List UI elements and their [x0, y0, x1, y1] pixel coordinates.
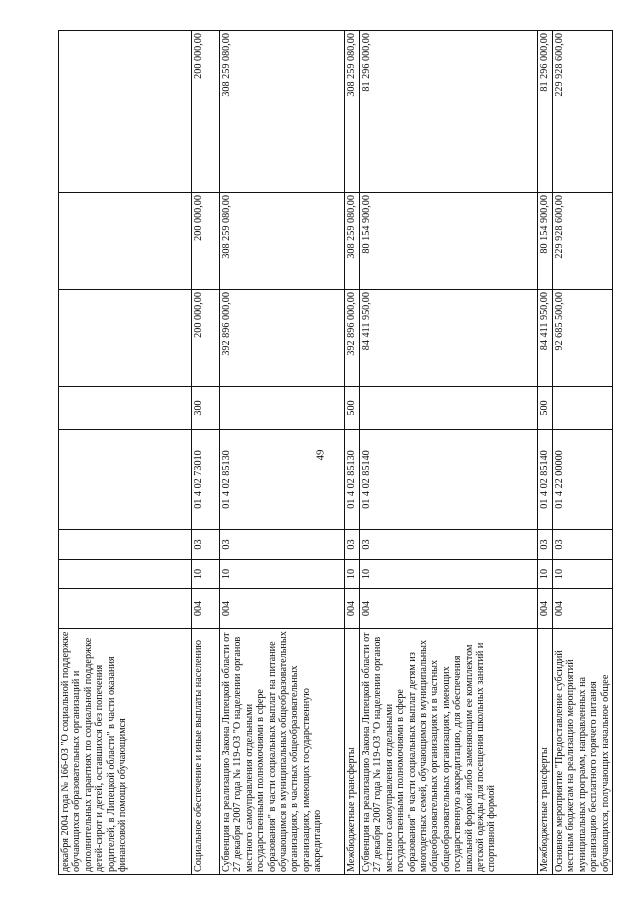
table-row	[192, 31, 220, 875]
ministry-code: 004	[192, 589, 220, 629]
amount-year-1: 392 896 000,00	[220, 290, 345, 387]
amount-year-2	[59, 193, 192, 290]
target-article	[59, 430, 192, 530]
row-name: Межбюджетные трансферты	[538, 629, 553, 875]
section-code: 10	[345, 560, 360, 589]
rotated-table-wrapper	[58, 31, 611, 875]
row-name: Социальное обеспечение и иные выплаты населению	[192, 629, 220, 875]
table-row	[538, 31, 553, 875]
page-number: 49	[314, 449, 326, 461]
table-row	[360, 31, 538, 875]
expense-type: 300	[192, 387, 220, 430]
amount-year-1: 392 896 000,00	[345, 290, 360, 387]
amount-year-1: 84 411 950,00	[360, 290, 538, 387]
amount-year-2: 80 154 900,00	[360, 193, 538, 290]
section-code: 10	[538, 560, 553, 589]
amount-year-1	[59, 290, 192, 387]
subsection-code: 03	[192, 530, 220, 560]
ministry-code: 004	[360, 589, 538, 629]
ministry-code	[59, 589, 192, 629]
amount-year-2: 229 928 600,00	[553, 193, 613, 290]
amount-year-3: 81 296 000,00	[538, 31, 553, 193]
expense-type	[59, 387, 192, 430]
amount-year-1: 84 411 950,00	[538, 290, 553, 387]
amount-year-2: 308 259 080,00	[345, 193, 360, 290]
amount-year-3: 308 259 080,00	[220, 31, 345, 193]
section-code: 10	[192, 560, 220, 589]
amount-year-3: 308 259 080,00	[345, 31, 360, 193]
section-code	[59, 560, 192, 589]
target-article: 01 4 02 85130	[345, 430, 360, 530]
row-name: Межбюджетные трансферты	[345, 629, 360, 875]
subsection-code: 03	[345, 530, 360, 560]
target-article: 01 4 22 00000	[553, 430, 613, 530]
table-row	[345, 31, 360, 875]
expense-type	[360, 387, 538, 430]
amount-year-2: 308 259 080,00	[220, 193, 345, 290]
budget-table-area	[58, 31, 611, 875]
row-name: Субвенция на реализацию Закона Липецкой области от 27 декабря 2007 года № 119-ОЗ "О наделении органов местного самоуправления отдельными государственными полномочиями в сфере образования" в части социальных выплат на питание обучающимся в муниципальных общеобразовательных организациях, в частных общеобразовательных организациях, имеющих государственную аккредитацию	[220, 629, 345, 875]
target-article: 01 4 02 85130	[220, 430, 345, 530]
target-article: 01 4 02 85140	[538, 430, 553, 530]
subsection-code: 03	[360, 530, 538, 560]
amount-year-3: 229 928 600,00	[553, 31, 613, 193]
row-name: Субвенция на реализацию Закона Липецкой области от 27 декабря 2007 года № 119-ОЗ "О наделении органов местного самоуправления отдельными государственными полномочиями в сфере образования" в части социальных выплат детям из многодетных семей, обучающимся в муниципальных общеобразовательных организациях и в частных общеобразовательных организациях, имеющих государственную аккредитацию, для обеспечения школьной формой либо заменяющим ее комплектом детской одежды для посещения школьных занятий и спортивной формой	[360, 629, 538, 875]
amount-year-3: 200 000,00	[192, 31, 220, 193]
amount-year-3	[59, 31, 192, 193]
subsection-code: 03	[538, 530, 553, 560]
ministry-code: 004	[220, 589, 345, 629]
ministry-code: 004	[553, 589, 613, 629]
section-code: 10	[360, 560, 538, 589]
subsection-code	[59, 530, 192, 560]
target-article: 01 4 02 73010	[192, 430, 220, 530]
table-row	[220, 31, 345, 875]
subsection-code: 03	[220, 530, 345, 560]
subsection-code: 03	[553, 530, 613, 560]
target-article: 01 4 02 85140	[360, 430, 538, 530]
table-row	[553, 31, 613, 875]
amount-year-2: 80 154 900,00	[538, 193, 553, 290]
amount-year-1: 200 000,00	[192, 290, 220, 387]
ministry-code: 004	[345, 589, 360, 629]
ministry-code: 004	[538, 589, 553, 629]
budget-table	[58, 30, 613, 875]
table-row	[59, 31, 192, 875]
amount-year-2: 200 000,00	[192, 193, 220, 290]
amount-year-1: 92 685 500,00	[553, 290, 613, 387]
section-code: 10	[220, 560, 345, 589]
expense-type: 500	[345, 387, 360, 430]
amount-year-3: 81 296 000,00	[360, 31, 538, 193]
expense-type	[553, 387, 613, 430]
row-name: Основное мероприятие "Предоставление субсидий местным бюджетам на реализацию мероприятий муниципальных программ, направленных на организацию бесплатного горячего питания обучающихся, получающих начальное общее	[553, 629, 613, 875]
expense-type	[220, 387, 345, 430]
row-name: декабря 2004 года № 166-ОЗ "О социальной поддержке обучающихся образовательных организаций и дополнительных гарантиях по социальной поддержке детей-сирот и детей, оставшихся без попечения родителей, в Липецкой области" в части оказания финансовой помощи обучающимся	[59, 629, 192, 875]
expense-type: 500	[538, 387, 553, 430]
section-code: 10	[553, 560, 613, 589]
